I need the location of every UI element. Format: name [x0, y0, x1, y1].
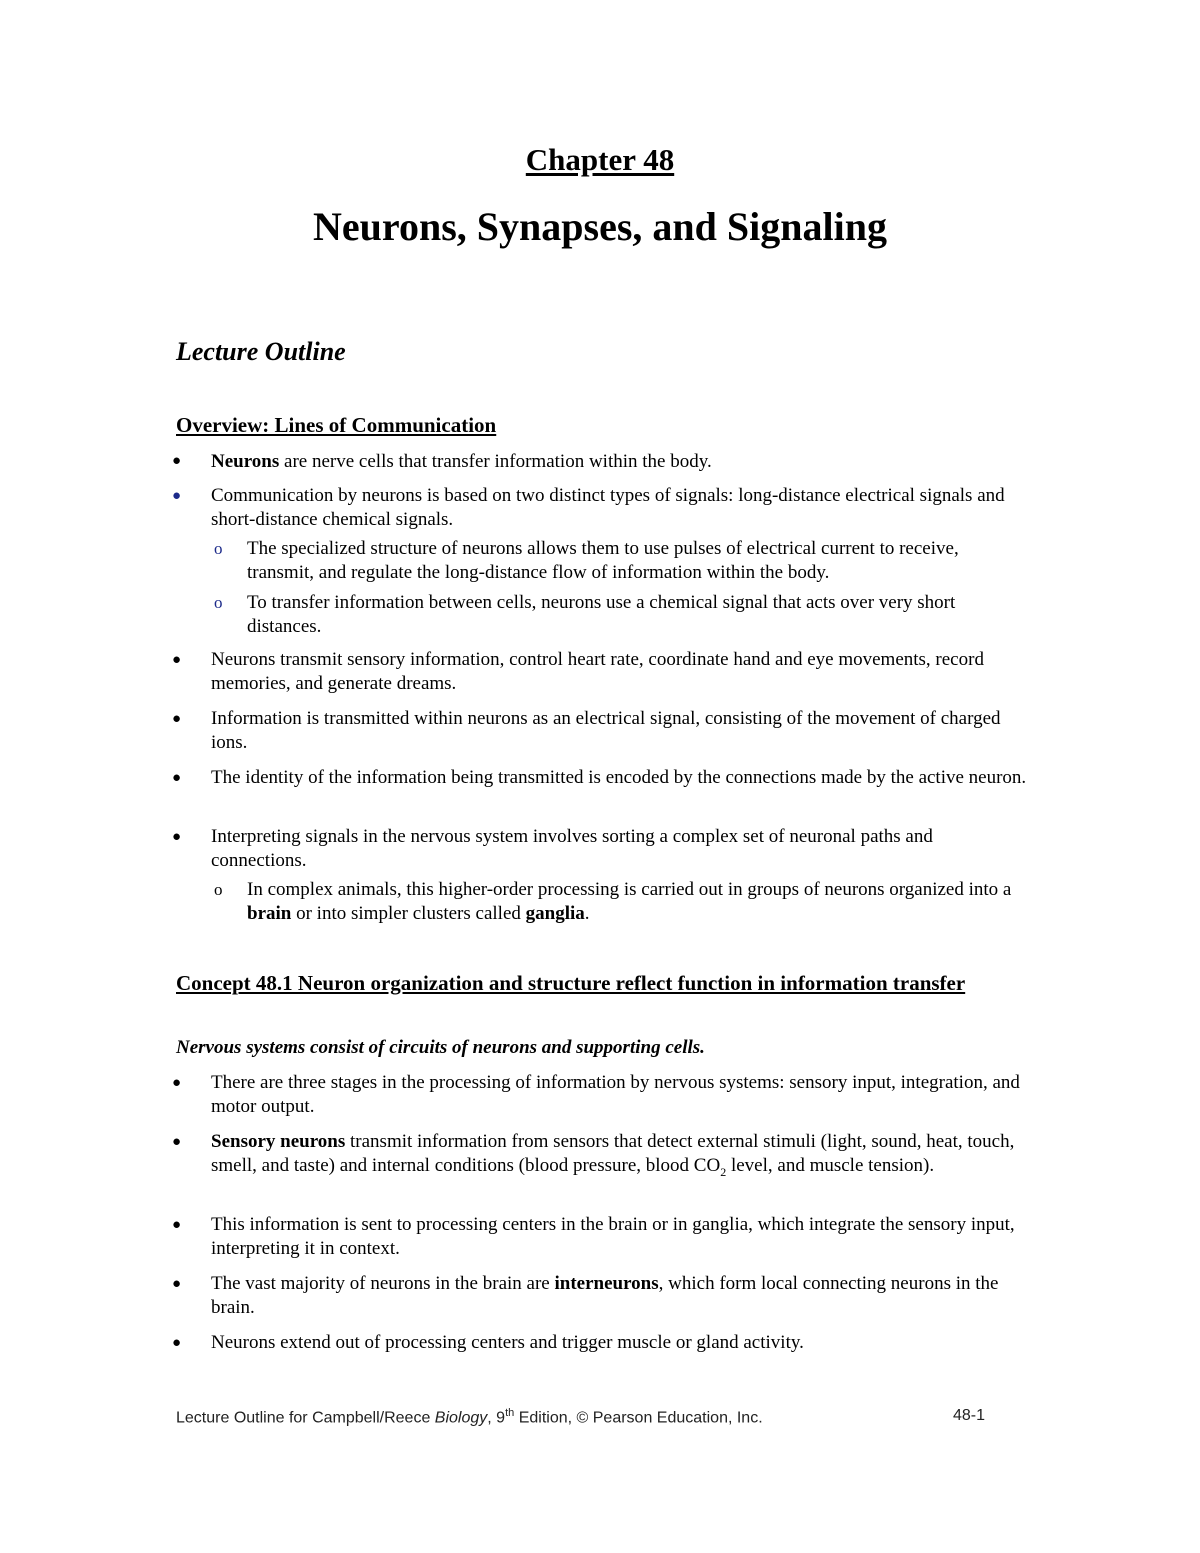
concept-heading: Concept 48.1 Neuron organization and structure reflect function in information transfer	[176, 971, 966, 995]
page-number: 48-1	[953, 1407, 986, 1424]
term-brain: brain	[247, 903, 292, 924]
list-item-text: In complex animals, this higher-order processing is carried out in groups of neurons organized into a	[247, 879, 1012, 900]
term-ganglia: ganglia	[525, 903, 585, 924]
bullet-icon: ●	[172, 1217, 182, 1233]
bullet-icon: ●	[172, 1276, 182, 1292]
term-sensory-neurons: Sensory neurons	[211, 1131, 346, 1152]
list-item	[211, 1130, 1031, 1184]
list-item: Neurons extend out of processing centers and trigger muscle or gland activity.	[211, 1332, 804, 1353]
term-interneurons: interneurons	[554, 1273, 659, 1294]
sub-bullet-icon: o	[214, 880, 223, 899]
list-item: Interpreting signals in the nervous system involves sorting a complex set of neuronal paths and connections.	[211, 826, 933, 871]
list-item	[211, 450, 1031, 474]
bullet-icon: ●	[172, 652, 182, 668]
list-item-text: , which form local connecting neurons in the brain.	[211, 1273, 999, 1318]
list-item: This information is sent to processing centers in the brain or in ganglia, which integrate the sensory input, interpreting it in context.	[211, 1214, 1015, 1259]
lecture-outline-heading: Lecture Outline	[176, 337, 346, 366]
bullet-icon: ●	[172, 1335, 182, 1351]
bullet-icon: ●	[172, 829, 182, 845]
footer-book-title: Biology	[434, 1409, 488, 1427]
bullet-icon: ●	[172, 711, 182, 727]
list-item: There are three stages in the processing of information by nervous systems: sensory input, integration, and motor output.	[211, 1072, 1020, 1117]
overview-heading: Overview: Lines of Communication	[176, 413, 497, 437]
list-item-text: are nerve cells that transfer information within the body.	[279, 451, 712, 472]
bullet-icon: ●	[172, 1075, 182, 1091]
list-item	[211, 1272, 1031, 1320]
chapter-number: Chapter 48	[525, 142, 675, 177]
list-item-text: or into simpler clusters called	[291, 903, 526, 924]
subscript: 2	[720, 1164, 727, 1179]
sub-list-item: The specialized structure of neurons allows them to use pulses of electrical current to receive, transmit, and regulate the long-distance flow of information within the body.	[247, 538, 959, 583]
footer-text: Lecture Outline for Campbell/Reece	[176, 1409, 435, 1427]
sub-list-item	[247, 878, 1027, 926]
list-item: Communication by neurons is based on two distinct types of signals: long-distance electrical signals and short-distance chemical signals.	[211, 485, 1005, 530]
term-neurons: Neurons	[211, 451, 280, 472]
list-item: The identity of the information being transmitted is encoded by the connections made by the active neuron.	[211, 767, 1027, 788]
list-item-text: level, and muscle tension).	[726, 1155, 935, 1176]
chapter-title: Neurons, Synapses, and Signaling	[313, 204, 887, 249]
bullet-icon: ●	[172, 770, 182, 786]
footer-superscript: th	[505, 1407, 515, 1419]
bullet-icon: ●	[172, 453, 182, 469]
footer-text: , 9	[487, 1409, 506, 1427]
bullet-icon: ●	[172, 488, 182, 504]
concept-subheading: Nervous systems consist of circuits of neurons and supporting cells.	[176, 1037, 705, 1058]
page-footer	[176, 1407, 763, 1427]
list-item-text: transmit information from sensors that detect external stimuli (light, sound, heat, touch, smell, and taste) and internal conditions (blood pressure, blood CO	[211, 1131, 1015, 1176]
list-item-text: The vast majority of neurons in the brain are	[211, 1273, 555, 1294]
list-item: Neurons transmit sensory information, control heart rate, coordinate hand and eye movements, record memories, and generate dreams.	[211, 649, 984, 694]
bullet-icon: ●	[172, 1134, 182, 1150]
list-item: Information is transmitted within neurons as an electrical signal, consisting of the movement of charged ions.	[211, 708, 1001, 753]
footer-text: Edition, © Pearson Education, Inc.	[514, 1409, 763, 1427]
sub-bullet-icon: o	[214, 593, 223, 612]
sub-list-item: To transfer information between cells, neurons use a chemical signal that acts over very short distances.	[247, 592, 956, 637]
sub-bullet-icon: o	[214, 539, 223, 558]
list-item-text: .	[584, 903, 590, 924]
